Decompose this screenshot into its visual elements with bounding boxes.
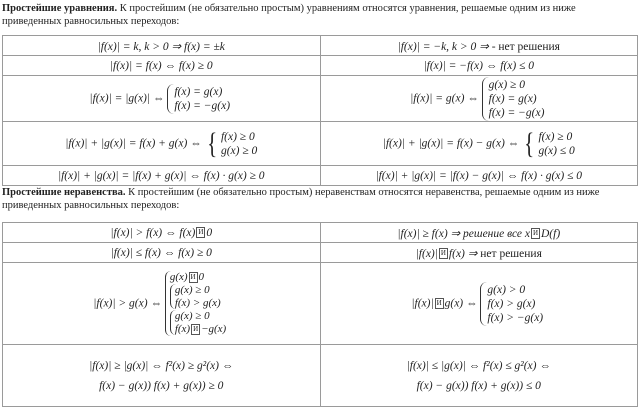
eq-cell xyxy=(3,76,321,122)
table-row xyxy=(3,166,638,186)
ineq-text: 0 xyxy=(206,226,213,239)
eq-lhs: |f(x)| + |g(x)| = f(x) − g(x) ⇔ xyxy=(382,137,520,150)
eq-note: - нет решения xyxy=(488,40,560,53)
ineq-text: |f(x)| ≥ f(x) ⇒ решение все x xyxy=(397,227,530,240)
eq-cell: |f(x)| + |g(x)| = |f(x) + g(x)| ⇔ f(x) · g(x) ≥ 0 xyxy=(3,166,321,186)
ineq-text: |f(x)| xyxy=(411,297,434,310)
ineq-cell: |f(x)| ≤ f(x) ⇔ f(x) ≥ 0 xyxy=(3,243,321,263)
ineq-text: |f(x)| > f(x) ⇔ f(x) xyxy=(110,226,196,239)
equations-heading: Простейшие уравнения. xyxy=(2,3,118,14)
ineq-line xyxy=(170,271,226,284)
inequalities-intro xyxy=(2,186,636,212)
table-row xyxy=(3,345,638,407)
table-row xyxy=(3,243,638,263)
bracket-set xyxy=(167,84,233,114)
inequalities-heading: Простейшие неравенства. xyxy=(2,187,126,198)
table-row xyxy=(3,76,638,122)
ineq-line: g(x) > 0 xyxy=(487,283,526,296)
eq-cell xyxy=(320,36,638,56)
ineq-text: D(f) xyxy=(540,227,561,240)
ineq-note: нет решения xyxy=(480,247,542,260)
eq-line: f(x) = −g(x) xyxy=(488,106,545,119)
eq-line: g(x) ≥ 0 xyxy=(220,144,258,157)
eq-line: f(x) ≥ 0 xyxy=(538,130,573,143)
eq-cell xyxy=(3,122,321,166)
bracket-set xyxy=(482,77,548,121)
table-row xyxy=(3,56,638,76)
curly-brace-icon: { xyxy=(206,126,217,160)
table-row xyxy=(3,122,638,166)
ineq-cell xyxy=(3,345,321,407)
eq-lhs: |f(x)| = |g(x)| ⇔ xyxy=(89,92,165,105)
equations-intro xyxy=(2,2,636,28)
system-set xyxy=(205,126,258,160)
eq-formula: |f(x)| = −k, k > 0 ⇒ xyxy=(397,40,489,53)
eq-cell xyxy=(320,122,638,166)
system-set xyxy=(170,284,226,309)
ineq-line: |f(x)| ≥ |g(x)| ⇔ f²(x) ≥ g²(x) ⇔ xyxy=(89,359,234,372)
eq-line: g(x) ≤ 0 xyxy=(538,144,575,157)
ineq-text: f(x) ⇒ xyxy=(448,247,478,260)
ineq-text: g(x) xyxy=(169,270,188,283)
ineq-line: |f(x)| ≤ |g(x)| ⇔ f²(x) ≤ g²(x) ⇔ xyxy=(406,359,551,372)
equations-intro-text: К простейшим (не обязательно простым) уравнениям относятся уравнения, решаемые одним из ниже приведенных равносильных переходов: xyxy=(2,3,576,27)
missing-glyph-icon: И xyxy=(436,299,442,307)
eq-line: f(x) = −g(x) xyxy=(174,99,231,112)
system-set xyxy=(170,310,226,335)
inequalities-table xyxy=(2,222,638,407)
eq-line: f(x) = g(x) xyxy=(174,85,223,98)
eq-cell xyxy=(320,76,638,122)
table-row xyxy=(3,223,638,243)
ineq-cell xyxy=(320,243,638,263)
eq-cell: |f(x)| + |g(x)| = |f(x) − g(x)| ⇔ f(x) · g(x) ≤ 0 xyxy=(320,166,638,186)
eq-line: g(x) ≥ 0 xyxy=(488,78,525,91)
ineq-line: f(x) > g(x) xyxy=(174,296,221,309)
missing-glyph-icon: И xyxy=(190,272,196,281)
ineq-cell xyxy=(320,345,638,407)
ineq-text: f(x) xyxy=(174,322,191,335)
missing-glyph-icon: И xyxy=(440,249,446,258)
bracket-set xyxy=(480,282,546,326)
table-row xyxy=(3,36,638,56)
ineq-cell xyxy=(3,223,321,243)
ineq-cell xyxy=(320,223,638,243)
ineq-text: 0 xyxy=(198,270,205,283)
ineq-cell xyxy=(320,263,638,345)
system-set xyxy=(522,126,575,160)
eq-line: f(x) ≥ 0 xyxy=(220,130,255,143)
missing-glyph-icon: И xyxy=(532,229,539,238)
eq-cell: |f(x)| = f(x) ⇔ f(x) ≥ 0 xyxy=(3,56,321,76)
ineq-line: f(x) − g(x)) f(x) + g(x)) ≤ 0 xyxy=(416,379,541,392)
ineq-line: f(x) − g(x)) f(x) + g(x)) ≥ 0 xyxy=(99,379,224,392)
inequalities-intro-text: К простейшим (не обязательно простым) неравенствам относятся неравенства, решаемые одним из ниже приведенных равносильных переходов: xyxy=(2,187,600,211)
curly-brace-icon: { xyxy=(524,126,535,160)
eq-line: f(x) = g(x) xyxy=(488,92,537,105)
ineq-line: f(x) > −g(x) xyxy=(487,311,544,324)
table-row xyxy=(3,263,638,345)
eq-cell: |f(x)| = −f(x) ⇔ f(x) ≤ 0 xyxy=(320,56,638,76)
eq-lhs: |f(x)| + |g(x)| = f(x) + g(x) ⇔ xyxy=(65,137,202,150)
ineq-line xyxy=(175,323,226,336)
equations-table xyxy=(2,35,638,186)
eq-lhs: |f(x)| = g(x) ⇔ xyxy=(410,92,479,105)
ineq-text: g(x) ⇔ xyxy=(444,297,478,310)
eq-cell: |f(x)| = k, k > 0 ⇒ f(x) = ±k xyxy=(3,36,321,56)
ineq-line: g(x) ≥ 0 xyxy=(174,310,210,323)
bracket-set xyxy=(165,271,229,337)
missing-glyph-icon: И xyxy=(198,228,204,237)
ineq-text: |f(x)| xyxy=(415,247,438,260)
ineq-line: f(x) > g(x) xyxy=(487,297,536,310)
ineq-cell xyxy=(3,263,321,345)
ineq-lhs: |f(x)| > g(x) ⇔ xyxy=(93,297,162,310)
ineq-line: g(x) ≥ 0 xyxy=(174,284,210,297)
ineq-text: −g(x) xyxy=(201,322,227,335)
missing-glyph-icon: И xyxy=(193,324,199,333)
